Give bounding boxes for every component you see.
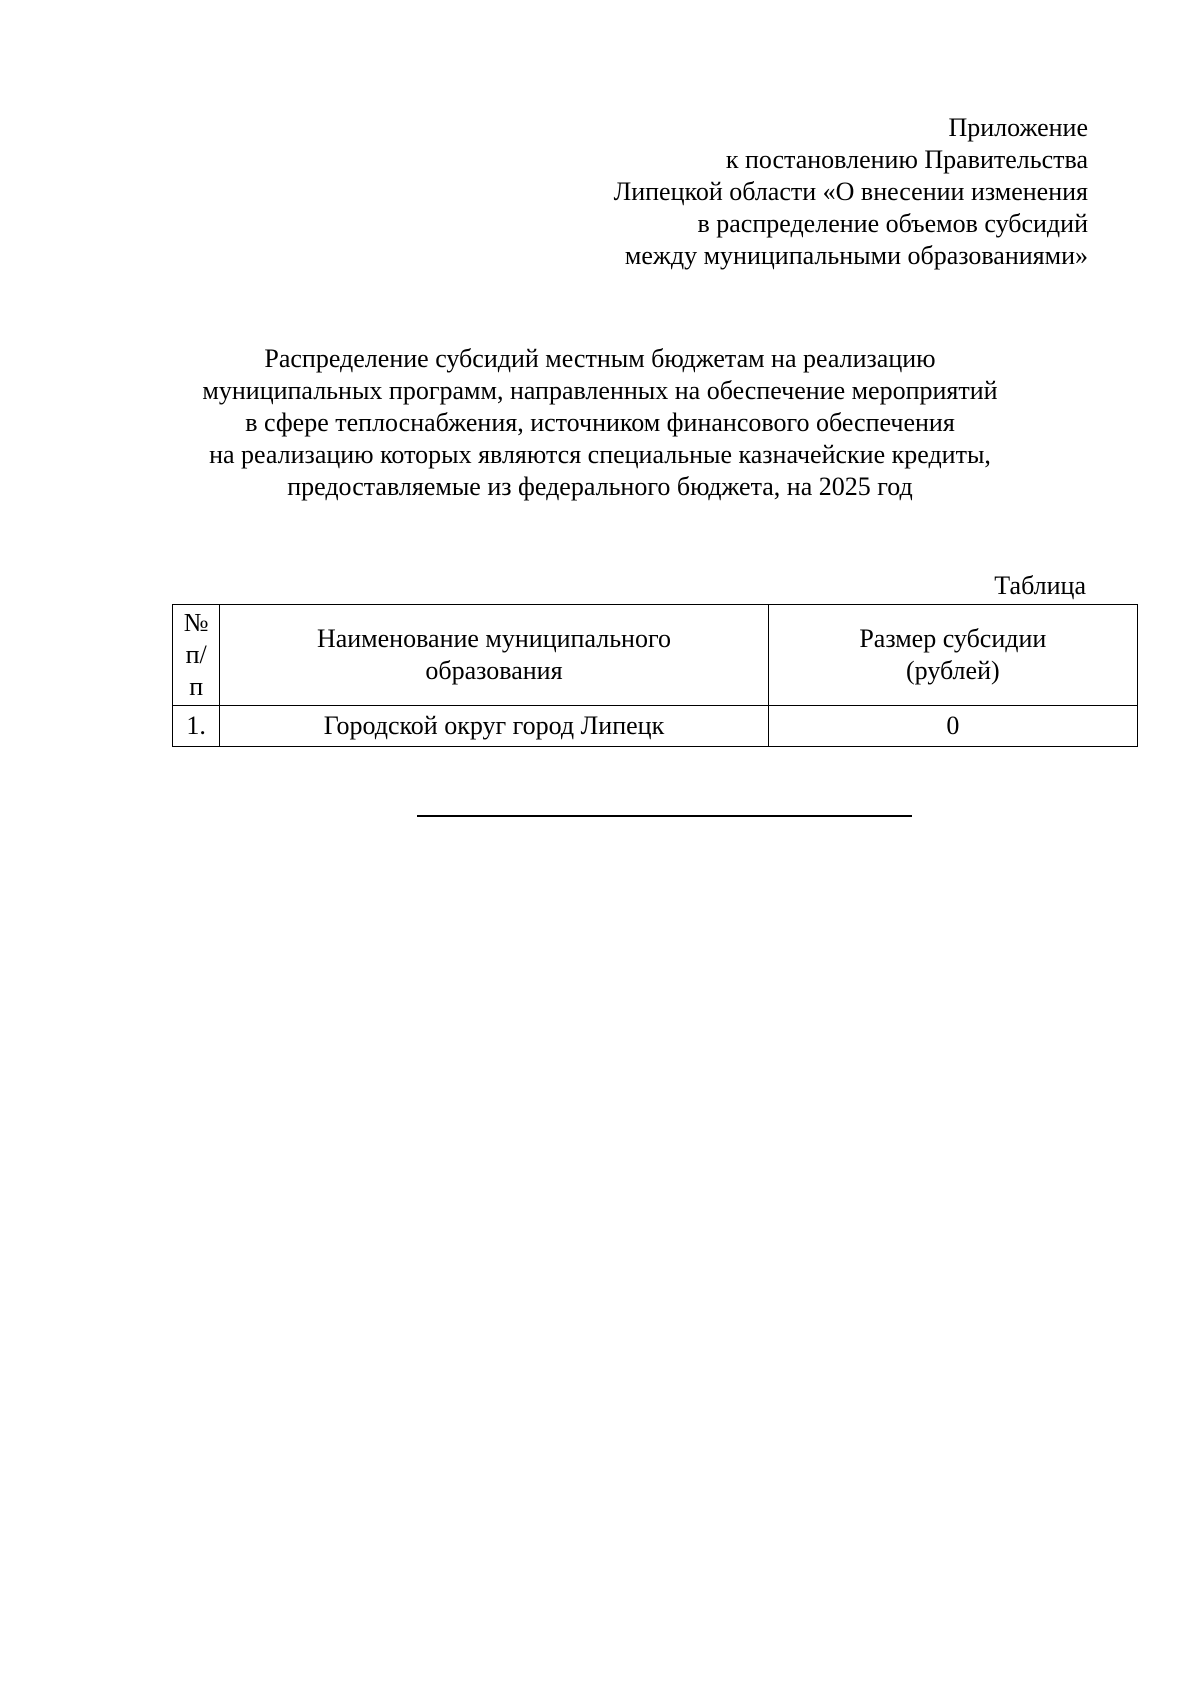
cell-number: 1.	[173, 706, 220, 747]
title-line: в сфере теплоснабжения, источником финансового обеспечения	[245, 408, 955, 437]
document-title	[150, 343, 1050, 503]
table-caption: Таблица	[994, 571, 1086, 600]
appendix-line: Липецкой области «О внесении изменения	[613, 177, 1088, 206]
appendix-line: в распределение объемов субсидий	[697, 209, 1088, 238]
title-line: предоставляемые из федерального бюджета, на 2025 год	[287, 472, 913, 501]
header-subsidy-amount	[768, 605, 1137, 706]
appendix-line: между муниципальными образованиями»	[624, 241, 1088, 270]
title-line: на реализацию которых являются специальные казначейские кредиты,	[209, 440, 991, 469]
header-municipality-name	[220, 605, 768, 706]
appendix-header	[528, 112, 1088, 272]
header-name-line1: Наименование муниципального	[316, 624, 671, 653]
table-header-row	[173, 605, 1138, 706]
closing-divider-line	[417, 815, 912, 817]
cell-subsidy-amount: 0	[768, 706, 1137, 747]
header-name-line2: образования	[425, 656, 563, 685]
title-line: Распределение субсидий местным бюджетам на реализацию	[264, 344, 936, 373]
appendix-line: Приложение	[948, 113, 1088, 142]
cell-municipality-name: Городской округ город Липецк	[220, 706, 768, 747]
header-amount-line1: Размер субсидии	[859, 624, 1047, 653]
header-number-line2: п/п	[185, 640, 207, 701]
header-number-line1: №	[183, 608, 209, 637]
table-row	[173, 706, 1138, 747]
title-line: муниципальных программ, направленных на обеспечение мероприятий	[202, 376, 998, 405]
subsidy-table	[172, 604, 1138, 747]
appendix-line: к постановлению Правительства	[725, 145, 1088, 174]
header-amount-line2: (рублей)	[906, 656, 1000, 685]
header-number	[173, 605, 220, 706]
